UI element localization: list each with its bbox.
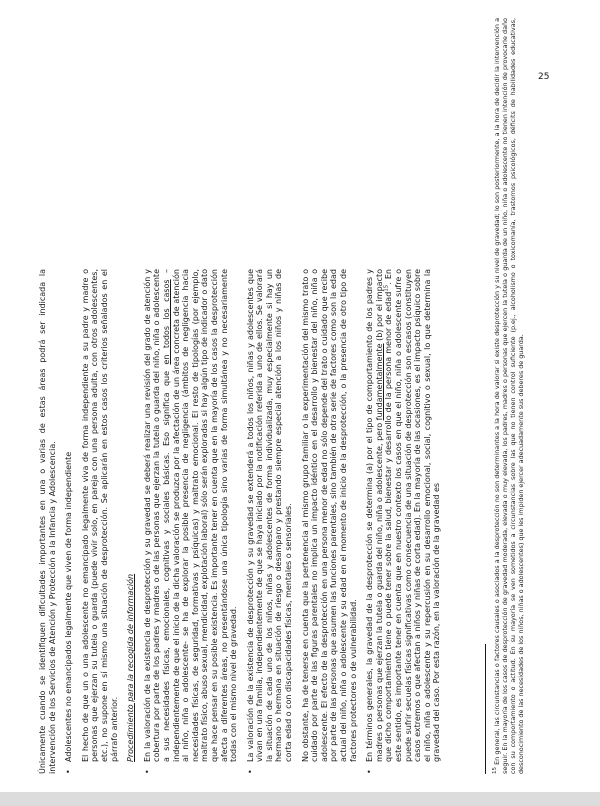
text-run: . En este sentido, es importante tener en cuenta que en nuestro contexto los casos en que el niño, niña o adolescente sufre o puede sufrir secuelas físicas significativas como consecuencia de una situación de desprotección son escasos (constituyen casos extremos o que afectan a niños y niñas de corta edad). En la mayoría de las ocasiones, es el impacto psíquico sobre el niño, niña o adolescente y su repercusión en su desarrollo emocional, social, cognitivo o sexual, lo que determina la gravedad del caso. Por esta razón, en la valoración de la gravedad es [384, 268, 442, 762]
section-heading-independent: Adolescentes no emancipados legalmente que viven de forma independiente [64, 451, 74, 762]
main-text-column [38, 269, 449, 774]
page-number: 25 [538, 72, 550, 82]
bullet-item [365, 269, 442, 774]
procedure-heading [126, 269, 136, 762]
bullet-paragraph-familia: La valoración de la existencia de desprotección y su gravedad se extenderá a todos los niños, niñas y adolescentes que vivan en una familia, independientemente de que se haya iniciado por la notificación referida a uno de ellos. Se valorará la situación de cada uno de los niños, niñas y adolescentes de forma individualizada, muy especialmente si hay un hermano o hermana en situación de riesgo o desamparo y prestando siempre especial atención a los niños y niñas de corta edad o con discapacidades físicas, mentales o sensoriales. [245, 269, 294, 762]
bullet-dot-icon: • [365, 769, 375, 774]
text-run: En términos generales, la gravedad de la desprotección se determina (a) por el tipo de comportamiento de los padres y madres o personas que ejerzan la tutela o guarda del niño, niña o adolescente, pero [365, 269, 384, 762]
footnote-marker: 15 [491, 767, 498, 774]
bullet-item [143, 269, 239, 774]
paragraph-independent: El hecho de que un o una adolescente no emancipado legalmente viva de forma independiente a su padre y madre o personas que ejerzan su tutela o guarda (puede vivir solo, en pareja con una persona adulta, con otros adolescentes, etc.), no supone en sí mismo una situación de desprotección. Se aplicarán en estos casos los criterios señalados en el párrafo anterior. [80, 269, 119, 762]
bullet-item [64, 269, 74, 774]
underlined-text: fundamentalmente [374, 343, 384, 421]
viewer-bottom-strip [0, 792, 600, 806]
text-run: (b) por el impacto que dicho comportamiento tiene o puede tener sobre la salud, bienestar y desarrollo de la persona menor de edad [374, 269, 394, 762]
footnote [493, 18, 525, 774]
procedure-heading-text: Procedimiento para la recogida de información [126, 573, 136, 762]
footnote-divider [485, 644, 486, 774]
text-run: En la valoración de la existencia de desprotección y su gravedad se deberá realizar una revisión del grado de atención y cobertura por parte de los padres y madres o de las personas que ejerzan la tutela o guarda del niño, niña o adolescente a sus necesidades físicas, emocionales, cognitivas y sociales básicas. Eso significa que [142, 269, 171, 762]
intro-paragraph: Únicamente cuando se identifiquen dificultades importantes en una o varias de estas áreas podrá ser indicada la intervención de los Servicios de Atención y Protección a la Infancia y Adolescencia. [38, 269, 57, 774]
footnote-text [493, 18, 525, 774]
bullet-paragraph-gravedad [365, 269, 442, 762]
bullet-dot-icon: • [245, 769, 255, 774]
rotated-page-content [38, 18, 583, 774]
bullet-paragraph-valoracion [143, 269, 239, 762]
footnote-body: En general, las circunstancias o factores causales o asociados a la desprotección no son determinantes a la hora de valorar si existe desprotección y su nivel de gravedad; lo son posteriormente, a la hora de decidir la intervención a seguir. En la mayoría de los casos de desprotección de gravedad moderada, elevada o muy elevada, los padres, madres o personas que ejercen la tutela o guarda de un niño, niña o adolescente no tienen intención de provocarle daño con su comportamiento o actitud. En su mayoría se ven sometidos a circunstancias sobre las que no tienen control suficiente (p.ej., alcoholismo o toxicomanía, trastornos psicológicos, déficits de habilidades educativas, desconocimiento de las necesidades de los niños, niñas o adolescentes) que les impiden ejercer adecuadamente sus deberes de guarda. [493, 18, 525, 774]
bullet-dot-icon: • [64, 769, 74, 774]
underlined-text: en todos los casos [161, 279, 171, 365]
bullet-item [246, 269, 294, 774]
bullet-dot-icon: • [142, 769, 152, 774]
text-run: – independientemente de que el inicio de la dicha valoración se produzca por la afectación de un área concreta de atención al niño, niña o adolescente- se ha de explorar la posible presencia de negligencia (ámbitos de negligencia hacia necesidades físicas, de seguridad, formativas y psíquicas) y maltrato emocional. El resto de tipologías (por ejemplo, maltrato físico, abuso sexual, mendicidad, explotación laboral) sólo serán exploradas si hay algún tipo de indicador o dato que hace pensar en su posible existencia. Es importante tener en cuenta que en la mayoría de los casos la desprotección afecta a diferentes áreas, no presentándose una única tipología sino varias de forma simultánea y no necesariamente todas con el mismo nivel de gravedad. [161, 268, 239, 762]
footnote-reference: 15 [383, 284, 390, 292]
paragraph-no-obstante: No obstante, ha de tenerse en cuenta que la pertenencia al mismo grupo familiar o la experimentación del mismo trato o cuidado por parte de las figuras parentales no implica un impacto idéntico en el desarrollo y bienestar del niño, niña o adolescente. El efecto de la desprotección en una persona menor de edad no sólo depende del trato o cuidado que recibe por parte de las personas que asumen las funciones parentales, sino también de otra serie de factores como son la edad actual del niño, niña o adolescente y su edad en el momento de inicio de la desprotección, o la presencia de otro tipo de factores protectores o de vulnerabilidad. [300, 269, 358, 762]
